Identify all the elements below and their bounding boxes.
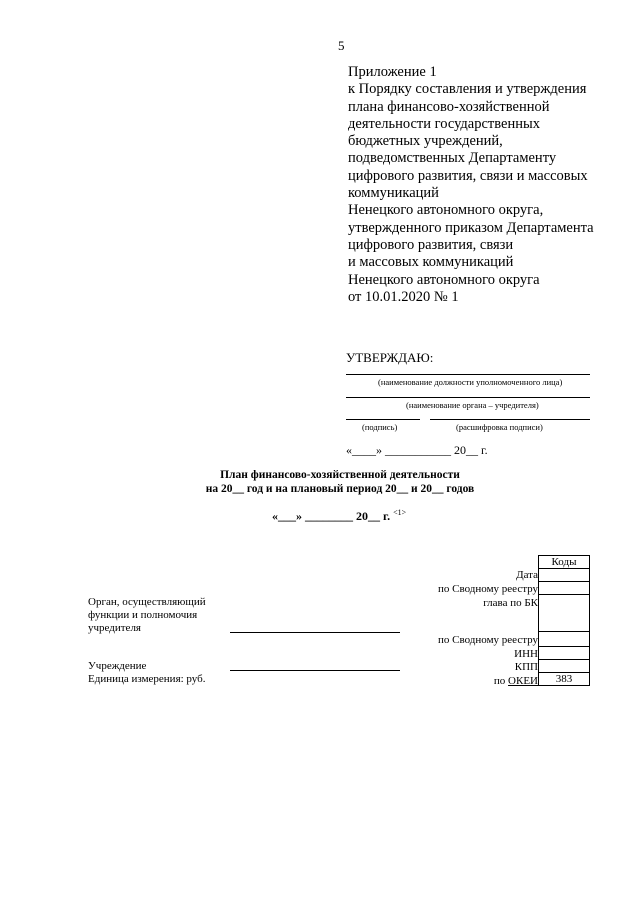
appendix-line: бюджетных учреждений, — [348, 133, 503, 150]
appendix-line: Ненецкого автономного округа — [348, 271, 540, 288]
appendix-line: подведомственных Департаменту — [348, 150, 557, 167]
code-row-label: по Сводному реестру — [438, 634, 538, 646]
footnote-mark: <1> — [393, 508, 407, 517]
position-caption: (наименование должности уполномоченного лица) — [378, 377, 563, 387]
organ-label: функции и полномочия — [88, 609, 198, 621]
code-cell-kpp — [538, 659, 590, 673]
plan-title: План финансово-хозяйственной деятельности — [220, 469, 460, 481]
appendix-line: Приложение 1 — [348, 64, 437, 80]
code-cell-okei: 383 — [538, 672, 590, 686]
code-cell-inn — [538, 646, 590, 660]
plan-date — [272, 508, 406, 524]
codes-header: Коды — [538, 555, 590, 569]
page-number: 5 — [338, 38, 345, 53]
code-row-label: глава по БК — [483, 597, 538, 609]
signature-line — [346, 419, 420, 420]
organ-label: Орган, осуществляющий — [88, 596, 206, 608]
plan-period: на 20__ год и на плановый период 20__ и 20__ годов — [205, 483, 475, 495]
appendix-line: деятельности государственных — [348, 115, 540, 132]
organ-caption: (наименование органа – учредителя) — [406, 400, 539, 410]
decoding-line — [430, 419, 590, 420]
appendix-line: цифрового развития, связи и массовых — [348, 167, 588, 184]
okei-label: ОКЕИ — [508, 675, 538, 687]
institution-fill-line — [230, 670, 400, 671]
appendix-line: Ненецкого автономного округа, — [348, 202, 544, 219]
organ-line — [346, 397, 590, 398]
code-row-label: ИНН — [514, 648, 538, 660]
position-line — [346, 374, 590, 375]
appendix-line: плана финансово-хозяйственной — [348, 98, 550, 115]
code-cell-registry — [538, 581, 590, 595]
appendix-line: цифрового развития, связи — [348, 236, 514, 253]
signature-caption: (подпись) — [362, 422, 398, 432]
appendix-line: утвержденного приказом Департамента — [348, 219, 594, 236]
code-cell-bk — [538, 594, 590, 632]
code-cell-date — [538, 568, 590, 582]
approval-heading: УТВЕРЖДАЮ: — [346, 350, 434, 365]
appendix-line: и массовых коммуникаций — [348, 254, 514, 271]
code-cell-registry-2 — [538, 631, 590, 647]
appendix-line: к Порядку составления и утверждения — [348, 81, 587, 98]
appendix-block — [348, 64, 594, 306]
unit-label: Единица измерения: руб. — [88, 673, 206, 685]
code-row-label: КПП — [514, 661, 538, 673]
approval-date: «____» ___________ 20__ г. — [346, 443, 488, 457]
organ-label: учредителя — [88, 622, 141, 634]
code-row-label: по Сводному реестру — [438, 583, 538, 595]
code-row-label: Дата — [516, 569, 538, 581]
appendix-line: коммуникаций — [348, 185, 439, 202]
appendix-line: от 10.01.2020 № 1 — [348, 288, 459, 305]
institution-label: Учреждение — [88, 660, 147, 672]
decoding-caption: (расшифровка подписи) — [456, 422, 543, 432]
organ-fill-line — [230, 632, 400, 633]
plan-date-text: «___» ________ 20__ г. — [272, 509, 391, 523]
code-row-label: по ОКЕИ — [493, 675, 538, 687]
